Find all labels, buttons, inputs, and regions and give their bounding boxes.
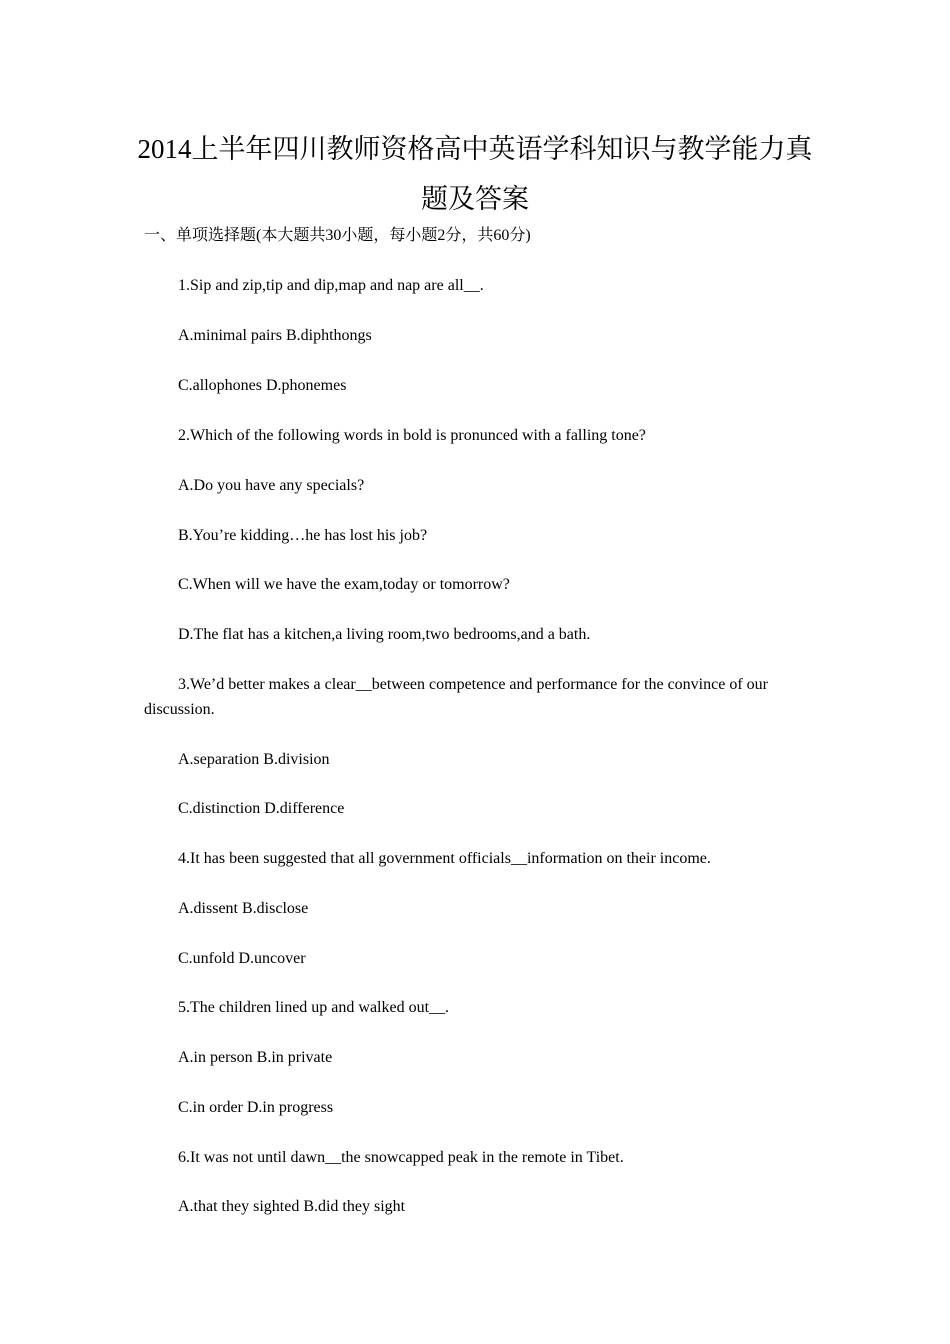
question-2: 2.Which of the following words in bold is pronunced with a falling tone? <box>178 427 646 444</box>
question-5-options-ab: A.in person B.in private <box>178 1049 333 1066</box>
document-title-line-1: 2014上半年四川教师资格高中英语学科知识与教学能力真 <box>137 134 813 164</box>
question-4-options-ab: A.dissent B.disclose <box>178 900 309 917</box>
question-3-options-ab: A.separation B.division <box>178 751 330 768</box>
question-5: 5.The children lined up and walked out__. <box>178 999 450 1016</box>
question-5-options-cd: C.in order D.in progress <box>178 1099 334 1116</box>
question-2-option-d: D.The flat has a kitchen,a living room,two bedrooms,and a bath. <box>178 626 591 643</box>
section-heading: 一、单项选择题(本大题共30小题，每小题2分，共60分) <box>144 227 531 244</box>
question-2-option-b: B.You’re kidding…he has lost his job? <box>178 527 428 544</box>
question-6: 6.It was not until dawn__the snowcapped peak in the remote in Tibet. <box>178 1149 624 1166</box>
question-3-options-cd: C.distinction D.difference <box>178 800 345 817</box>
question-2-option-a: A.Do you have any specials? <box>178 477 365 494</box>
question-1: 1.Sip and zip,tip and dip,map and nap are all__. <box>178 277 484 294</box>
question-6-options-ab: A.that they sighted B.did they sight <box>178 1198 406 1215</box>
question-4-options-cd: C.unfold D.uncover <box>178 950 306 967</box>
question-4: 4.It has been suggested that all government officials__information on their income. <box>178 850 711 867</box>
question-1-options-ab: A.minimal pairs B.diphthongs <box>178 327 372 344</box>
question-1-options-cd: C.allophones D.phonemes <box>178 377 347 394</box>
document-title-line-2: 题及答案 <box>421 184 529 214</box>
question-3: 3.We’d better makes a clear__between competence and performance for the convince of our discussion. <box>144 676 768 718</box>
question-2-option-c: C.When will we have the exam,today or tomorrow? <box>178 576 510 593</box>
